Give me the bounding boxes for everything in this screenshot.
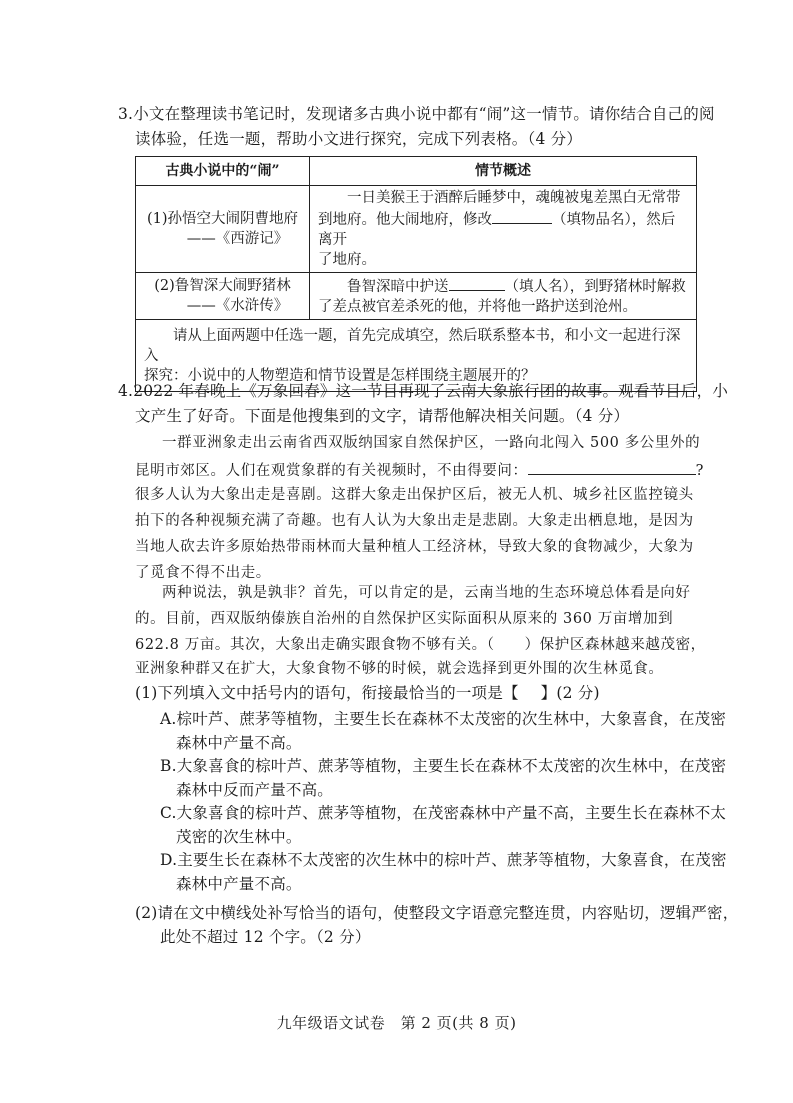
row2-summary-line1 <box>318 275 688 297</box>
row2-summary-b: （填人名），到野猪林时解救 <box>504 279 686 295</box>
table-header-col1: 古典小说中的“闹” <box>136 157 310 186</box>
table-row2-title <box>136 273 310 320</box>
passage-p1-l4: 拍下的各种视频充满了奇趣。也有人认为大象出走是悲剧。大象走出栖息地，是因为 <box>135 513 694 529</box>
row1-title-b: ——《西游记》 <box>186 231 289 247</box>
passage-p2-l4: 亚洲象种群又在扩大，大象食物不够的时候，就会选择到更外围的次生林觅食。 <box>135 661 664 677</box>
q3-stem-line2: 读体验，任选一题，帮助小文进行探究，完成下列表格。（4 分） <box>135 130 583 148</box>
q4-stem-line2: 文产生了好奇。下面是他搜集到的文字，请帮他解决相关问题。（4 分） <box>135 407 630 425</box>
option-d-l1: D.主要生长在森林不太茂密的次生林中的棕叶芦、蔗茅等植物，大象喜食，在茂密 <box>160 851 727 869</box>
row1-summary-d: 了地府。 <box>318 252 376 268</box>
option-a-l2: 森林中产量不高。 <box>176 734 302 752</box>
sub1-stem <box>135 683 600 703</box>
table-row1-title <box>136 186 310 273</box>
row2-title-a: (2)鲁智深大闹野猪林 <box>154 278 291 294</box>
row1-fill-blank[interactable] <box>492 208 552 224</box>
row2-summary-a: 鲁智深暗中护送 <box>347 279 449 295</box>
option-d-l2: 森林中产量不高。 <box>176 875 302 893</box>
table-row2-summary <box>310 273 697 320</box>
row1-summary-c: （填物品名），然后离开 <box>318 212 676 248</box>
passage-p1-l6: 了觅食不得不出走。 <box>135 565 271 581</box>
page-footer: 九年级语文试卷 第 2 页(共 8 页) <box>276 1014 517 1032</box>
passage-p1-l1: 一群亚洲象走出云南省西双版纳国家自然保护区，一路向北闯入 500 多公里外的 <box>162 435 701 451</box>
passage-p1-l2 <box>135 459 704 481</box>
row2-fill-blank[interactable] <box>449 275 505 291</box>
row1-summary-b: 到地府。他大闹地府，修改 <box>318 212 492 228</box>
row2-summary-c: 了差点被官差杀死的他，并将他一路护送到沧州。 <box>318 299 637 315</box>
row2-title-b: ——《水浒传》 <box>186 298 289 314</box>
passage-p2-l1: 两种说法，孰是孰非？首先，可以肯定的是，云南当地的生态环境总体看是向好 <box>162 585 691 601</box>
passage-fill-blank[interactable] <box>528 459 696 475</box>
row1-summary-a: 一日美猴王于酒醉后睡梦中，魂魄被鬼差黑白无常带 <box>347 190 681 206</box>
option-c-l1: C.大象喜食的棕叶芦、蔗茅等植物，在茂密森林中产量不高，主要生长在森林不太 <box>160 804 727 822</box>
passage-p2-l2: 的。目前，西双版纳傣族自治州的自然保护区实际面积从原来的 360 万亩增加到 <box>135 611 674 627</box>
row1-title-a: (1)孙悟空大闹阴曹地府 <box>146 211 299 227</box>
table-row1-summary <box>310 186 697 273</box>
passage-question-mark: ? <box>695 463 704 479</box>
passage-p1-l2-text: 昆明市郊区。人们在观赏象群的有关视频时，不由得要问： <box>135 463 528 479</box>
option-c-l2: 茂密的次生林中。 <box>176 828 302 846</box>
passage-p2-l3-text: 622.8 万亩。其次，大象出走确实跟食物不够有关。（ <box>135 637 495 653</box>
merged-prompt-b: 探究：小说中的人物塑造和情节设置是怎样围绕主题展开的？ <box>144 368 536 384</box>
merged-prompt-a: 请从上面两题中任选一题，首先完成填空，然后联系整本书，和小文一起进行深入 <box>144 328 681 364</box>
option-b-l2: 森林中反而产量不高。 <box>176 781 334 799</box>
passage-p1-l3: 很多人认为大象出走是喜剧。这群大象走出保护区后，被无人机、城乡社区监控镜头 <box>135 487 694 503</box>
row1-summary-line2 <box>318 208 688 250</box>
sub1-stem-a: (1)下列填入文中括号内的语句，衔接最恰当的一项是【 <box>135 684 519 702</box>
sub2-line2: 此处不超过 12 个字。（2 分） <box>160 928 371 946</box>
passage-p1-l5: 当地人砍去许多原始热带雨林而大量种植人工经济林，导致大象的食物减少，大象为 <box>135 539 694 555</box>
option-b-l1: B.大象喜食的棕叶芦、蔗茅等植物，主要生长在森林不太茂密的次生林中，在茂密 <box>160 757 727 775</box>
sub1-stem-b: 】(2 分) <box>540 684 600 702</box>
q3-table <box>135 156 697 392</box>
q3-stem-line1: 3.小文在整理读书笔记时，发现诸多古典小说中都有“闹”这一情节。请你结合自己的阅 <box>118 105 715 123</box>
table-header-col2: 情节概述 <box>310 157 697 186</box>
option-a-l1: A.棕叶芦、蔗茅等植物，主要生长在森林不太茂密的次生林中，大象喜食，在茂密 <box>160 710 727 728</box>
q4-stem-line1: 4.2022 年春晚上《万象回春》这一节目再现了云南大象旅行团的故事。观看节目后，小 <box>118 382 729 400</box>
sub2-line1: (2)请在文中横线处补写恰当的语句，使整段文字语意完整连贯，内容贴切，逻辑严密， <box>135 904 739 922</box>
passage-p2-l3-b: ）保护区森林越来越茂密， <box>524 637 706 653</box>
passage-p2-l3 <box>135 635 706 655</box>
